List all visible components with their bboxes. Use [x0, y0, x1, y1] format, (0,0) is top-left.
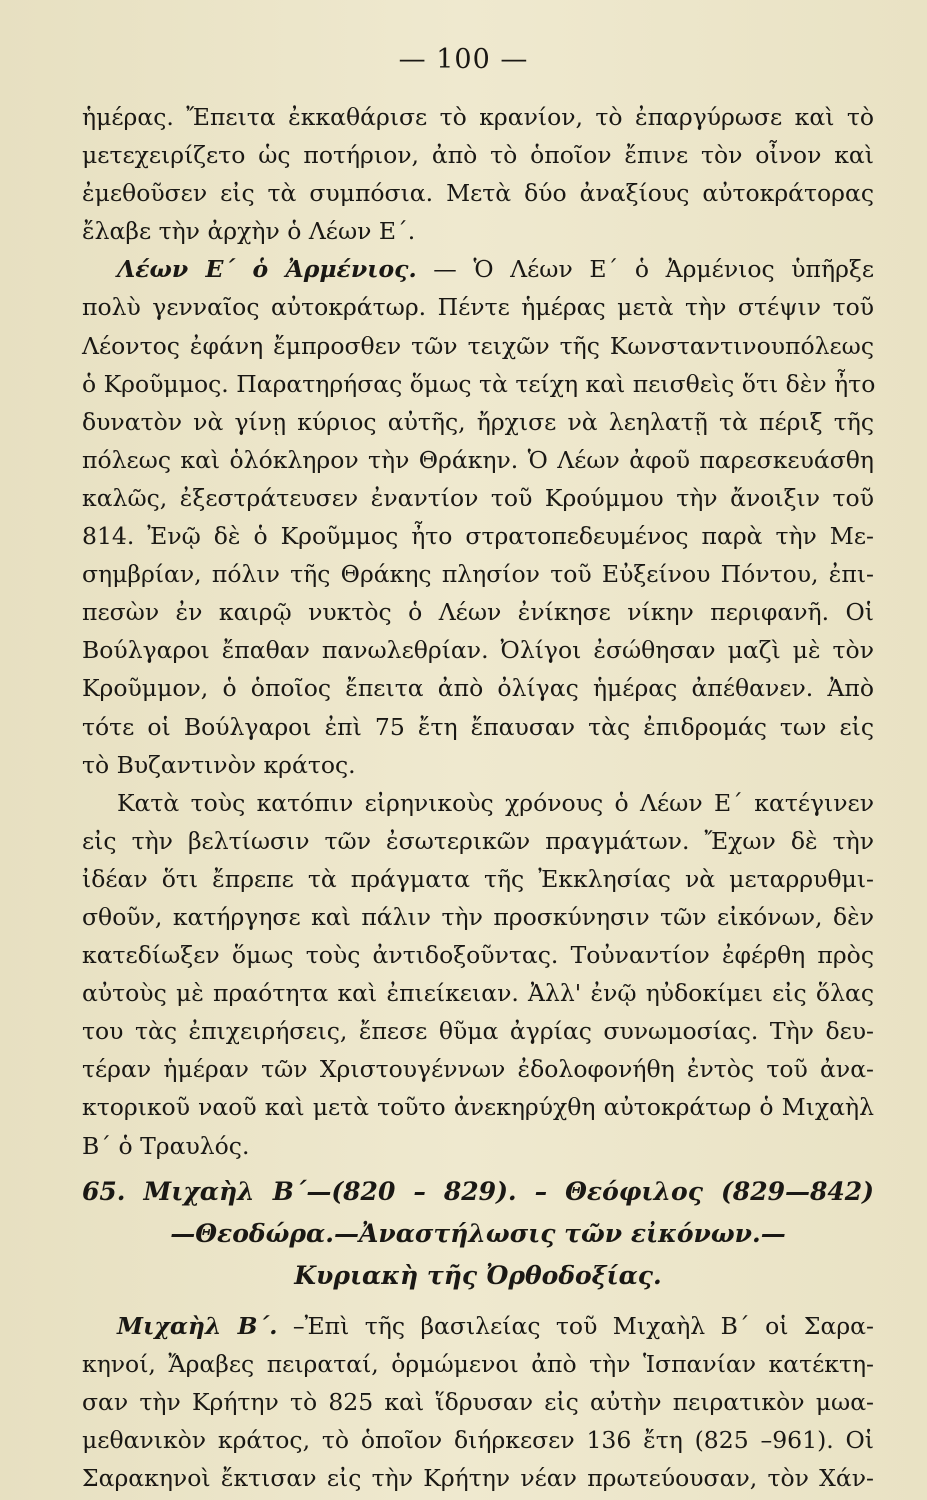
section-heading: [82, 1171, 874, 1297]
text-line: τέραν ἡμέραν τῶν Χριστουγέννων ἐδολοφονήθη ἐντὸς τοῦ ἀνα-: [82, 1055, 874, 1084]
text-line: Βούλγαροι ἔπαθαν πανωλεθρίαν. Ὀλίγοι ἐσώθησαν μαζὶ μὲ τὸν: [82, 636, 874, 665]
text-line: κτορικοῦ ναοῦ καὶ μετὰ τοῦτο ἀνεκηρύχθη αὐτοκράτωρ ὁ Μιχαὴλ: [82, 1093, 874, 1122]
paragraph-leo-v: [82, 250, 874, 783]
text-line: ἐμεθοῦσεν εἰς τὰ συμπόσια. Μετὰ δύο ἀναξίους αὐτοκράτορας: [82, 179, 874, 208]
section-heading-line: 65. Μιχαὴλ Β΄—(820 – 829). – Θεόφιλος (829—842): [82, 1176, 874, 1206]
text-line: ἡμέρας. Ἔπειτα ἐκκαθάρισε τὸ κρανίον, τὸ ἐπαργύρωσε καὶ τὸ: [82, 103, 874, 131]
paragraph-michael-ii: [82, 1307, 874, 1497]
paragraph-1: [82, 98, 874, 250]
text-line: του τὰς ἐπιχειρήσεις, ἔπεσε θῦμα ἀγρίας συνωμοσίας. Τὴν δευ-: [82, 1017, 874, 1046]
text-line: μεθανικὸν κράτος, τὸ ὁποῖον διήρκεσεν 136 ἔτη (825 –961). Οἱ: [82, 1425, 874, 1454]
text-line: [82, 250, 874, 288]
text-line: [82, 1307, 874, 1345]
paragraph-lead: Μιχαὴλ Β΄.: [117, 1311, 278, 1340]
text-line: πόλεως καὶ ὁλόκληρον τὴν Θράκην. Ὁ Λέων ἀφοῦ παρεσκευάσθη: [82, 445, 874, 474]
text-line: ἰδέαν ὅτι ἔπρεπε τὰ πράγματα τῆς Ἐκκλησίας νὰ μεταρρυθμι-: [82, 864, 874, 893]
text-line: Κροῦμμον, ὁ ὁποῖος ἔπειτα ἀπὸ ὀλίγας ἡμέρας ἀπέθανεν. Ἀπὸ: [82, 674, 874, 703]
text-line: σθοῦν, κατήργησε καὶ πάλιν τὴν προσκύνησιν τῶν εἰκόνων, δὲν: [82, 902, 874, 931]
text-line: πολὺ γενναῖος αὐτοκράτωρ. Πέντε ἡμέρας μετὰ τὴν στέψιν τοῦ: [82, 293, 874, 322]
section-heading-line: Κυριακὴ τῆς Ὀρθοδοξίας.: [294, 1260, 662, 1290]
page-number: — 100 —: [398, 44, 529, 75]
text-line: Β΄ ὁ Τραυλός.: [82, 1131, 250, 1160]
paragraph-reforms: [82, 784, 874, 1165]
text-line: κατεδίωξεν ὅμως τοὺς ἀντιδοξοῦντας. Τοὐναντίον ἐφέρθη πρὸς: [82, 941, 874, 970]
text-line: πεσὼν ἐν καιρῷ νυκτὸς ὁ Λέων ἐνίκησε νίκην περιφανῆ. Οἱ: [82, 598, 874, 627]
text-line: τότε οἱ Βούλγαροι ἐπὶ 75 ἔτη ἔπαυσαν τὰς ἐπιδρομάς των εἰς: [82, 712, 874, 741]
text-line: Κατὰ τοὺς κατόπιν εἰρηνικοὺς χρόνους ὁ Λέων Ε΄ κατέγινεν: [117, 788, 874, 817]
text-line: εἰς τὴν βελτίωσιν τῶν ἐσωτερικῶν πραγμάτων. Ἔχων δὲ τὴν: [82, 826, 874, 855]
text-line: Σαρακηνοὶ ἔκτισαν εἰς τὴν Κρήτην νέαν πρωτεύουσαν, τὸν Χάν-: [82, 1464, 874, 1492]
paragraph-lead-rest: –Ἐπὶ τῆς βασιλείας τοῦ Μιχαὴλ Β΄ οἱ Σαρα-: [277, 1311, 874, 1340]
paragraph-lead-rest: — Ὁ Λέων Ε΄ ὁ Ἀρμένιος ὑπῆρξε: [416, 255, 874, 284]
text-line: μετεχειρίζετο ὡς ποτήριον, ἀπὸ τὸ ὁποῖον ἔπινε τὸν οἶνον καὶ: [82, 141, 874, 170]
text-line: αὐτοὺς μὲ πραότητα καὶ ἐπιείκειαν. Ἀλλ' ἐνῷ ηὐδοκίμει εἰς ὅλας: [82, 979, 874, 1008]
page-text: [82, 98, 874, 1497]
text-line: καλῶς, ἐξεστράτευσεν ἐναντίον τοῦ Κρούμμου τὴν ἄνοιξιν τοῦ: [82, 483, 874, 512]
text-line: σημβρίαν, πόλιν τῆς Θράκης πλησίον τοῦ Εὐξείνου Πόντου, ἐπι-: [82, 560, 874, 589]
text-line: 814. Ἐνῷ δὲ ὁ Κροῦμμος ἦτο στρατοπεδευμένος παρὰ τὴν Με-: [82, 522, 874, 551]
text-line: σαν τὴν Κρήτην τὸ 825 καὶ ἵδρυσαν εἰς αὐτὴν πειρατικὸν μωα-: [82, 1387, 874, 1416]
text-line: ἔλαβε τὴν ἀρχὴν ὁ Λέων Ε΄.: [82, 217, 416, 246]
spacer: [82, 1297, 874, 1307]
text-line: Λέοντος ἐφάνη ἔμπροσθεν τῶν τειχῶν τῆς Κωνσταντινουπόλεως: [82, 331, 874, 360]
text-line: τὸ Βυζαντινὸν κράτος.: [82, 750, 356, 779]
text-line: δυνατὸν νὰ γίνῃ κύριος αὐτῆς, ἤρχισε νὰ λεηλατῇ τὰ πέριξ τῆς: [82, 407, 874, 436]
paragraph-lead: Λέων Ε΄ ὁ Ἀρμένιος.: [117, 255, 417, 284]
text-line: ὁ Κροῦμμος. Παρατηρήσας ὅμως τὰ τείχη καὶ πεισθεὶς ὅτι δὲν ἦτο: [82, 369, 876, 398]
section-heading-line: —Θεοδώρα.—Ἀναστήλωσις τῶν εἰκόνων.—: [170, 1218, 786, 1248]
text-line: κηνοί, Ἄραβες πειραταί, ὁρμώμενοι ἀπὸ τὴν Ἱσπανίαν κατέκτη-: [82, 1349, 874, 1378]
